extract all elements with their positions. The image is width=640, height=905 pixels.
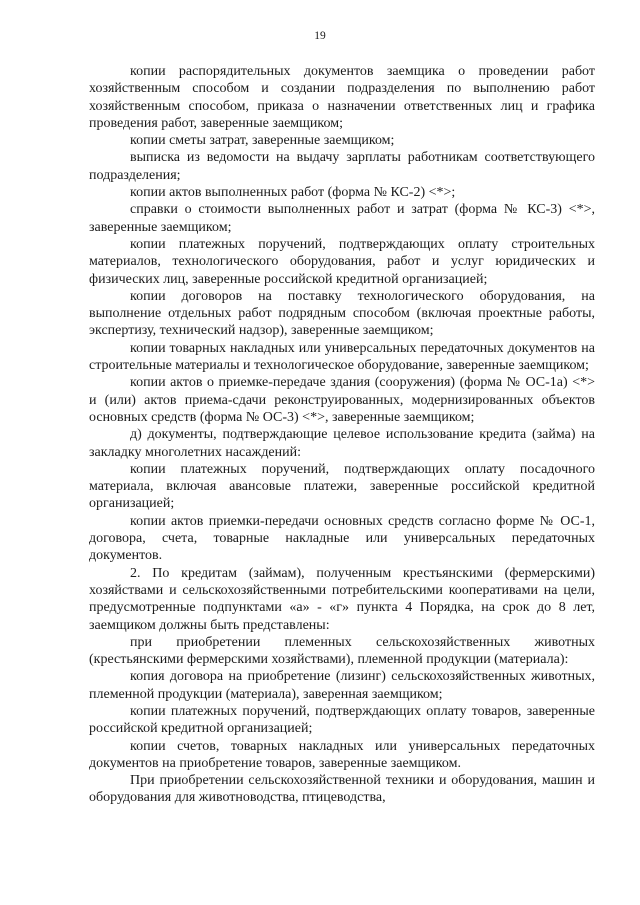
paragraph: копии платежных поручений, подтверждающих оплату посадочного материала, включая авансовые платежи, заверенные российской кредитной организацией; [89, 461, 595, 512]
paragraph: д) документы, подтверждающие целевое использование кредита (займа) на закладку многолетних насаждений: [89, 427, 595, 460]
page-number: 19 [314, 30, 326, 42]
paragraph: копии актов выполненных работ (форма № КС-2) <*>; [130, 185, 456, 201]
paragraph: 2. По кредитам (займам), полученным крестьянскими (фермерскими) хозяйствами и сельскохозяйственными потребительскими кооперативами на цели, предусмотренные подпунктами «а» - «г» пункта 4 Порядка, на срок до 8 лет, заемщиком должны быть представлены: [89, 565, 595, 633]
document-body [89, 63, 595, 807]
paragraph: копии распорядительных документов заемщика о проведении работ хозяйственным способом и создании подразделения по выполнению работ хозяйственным способом, приказа о назначении ответственных лиц и графика проведения работ, заверенные заемщиком; [89, 64, 595, 131]
paragraph: копии платежных поручений, подтверждающих оплату товаров, заверенные российской кредитной организацией; [89, 703, 595, 737]
paragraph: копии договоров на поставку технологического оборудования, на выполнение отдельных работ подрядным способом (включая проектные работы, экспертизу, технический надзор), заверенные заемщиком; [89, 288, 595, 339]
paragraph: справки о стоимости выполненных работ и затрат (форма № КС-3) <*>, заверенные заемщиком; [89, 202, 595, 235]
paragraph: При приобретении сельскохозяйственной техники и оборудования, машин и оборудования для животноводства, птицеводства, [89, 773, 595, 806]
paragraph: копии товарных накладных или универсальных передаточных документов на строительные материалы и технологическое оборудование, заверенные заемщиком; [89, 340, 595, 374]
paragraph: копия договора на приобретение (лизинг) сельскохозяйственных животных, племенной продукции (материала), заверенная заемщиком; [89, 669, 595, 702]
paragraph: копии платежных поручений, подтверждающих оплату строительных материалов, технологического оборудования, работ и услуг юридических и физических лиц, заверенные российской кредитной организацией; [89, 236, 595, 287]
paragraph: копии счетов, товарных накладных или универсальных передаточных документов на приобретение товаров, заверенные заемщиком. [89, 738, 595, 771]
paragraph: копии сметы затрат, заверенные заемщиком; [130, 133, 395, 149]
paragraph: выписка из ведомости на выдачу зарплаты работникам соответствующего подразделения; [89, 150, 595, 183]
paragraph: при приобретении племенных сельскохозяйственных животных (крестьянскими фермерскими хозяйствами), племенной продукции (материала): [89, 634, 595, 668]
paragraph: копии актов приемки-передачи основных средств согласно форме № ОС-1, договора, счета, товарные накладные или универсальных передаточных документов. [89, 513, 595, 564]
paragraph: копии актов о приемке-передаче здания (сооружения) (форма № ОС-1а) <*> и (или) актов приема-сдачи реконструированных, модернизированных объектов основных средств (форма № ОС-3) <*>, заверенные заемщиком; [89, 375, 595, 425]
